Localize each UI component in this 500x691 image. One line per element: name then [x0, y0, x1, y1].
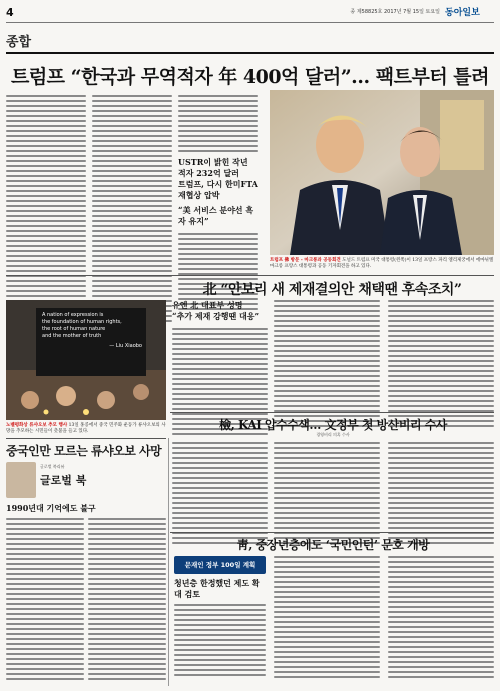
story2-subhead-1: 유엔 北 대표부 성명	[172, 300, 243, 310]
story2-photo-caption: 13일 홍콩에서 중국 민주화 운동가 류샤오보의 사망을 추모하는 시민들이 촛불을 들고 있다.	[6, 423, 166, 434]
lead-body-col-2	[92, 95, 172, 325]
section-label: 종합	[6, 35, 32, 50]
banner-line-4: and the mother of truth	[42, 333, 102, 339]
lead-headline: 트럼프 “한국과 무역적자 年 400억 달러”… 팩트부터 틀려	[10, 66, 490, 88]
story3-headline: 檢, KAI 압수수색… 文정부 첫 방산비리 수사	[219, 418, 447, 432]
story2-subhead-2: “추가 제재 강행땐 대응”	[172, 311, 260, 321]
story3-body-col-1	[172, 442, 268, 544]
paper-name: 동아일보	[445, 8, 480, 18]
story2-body-col-2	[274, 300, 380, 430]
story4-body-col-2	[274, 556, 380, 681]
story2-photo-caption-title: 노벨평화상 류샤오보 추모 행사	[6, 423, 68, 428]
lead-photo-caption-title: 트럼프 佛 방문 - 마크롱과 공동회견	[270, 258, 341, 263]
story2-headline: 北 “안보리 새 제재결의안 채택땐 후속조치”	[202, 282, 462, 298]
memorial-banner	[42, 312, 142, 350]
date-line: 종 제58825호 2017년 7월 15일 토요일	[350, 9, 440, 15]
banner-line-5: — Liu Xiaobo	[109, 343, 142, 349]
lead-photo-caption: 도널드 트럼프 미국 대통령(왼쪽)이 13일 프랑스 파리 엘리제궁에서 에마뉘엘 마크롱 프랑스 대통령과 공동 기자회견을 하고 있다.	[270, 258, 494, 269]
story4-body-col-3	[388, 556, 494, 681]
trump-macron-photo	[270, 90, 494, 255]
lead-body-col-3a	[178, 95, 258, 152]
lead-subhead-1: USTR이 밝힌 작년 적자 232억 달러	[178, 157, 248, 178]
column-body-col-1	[6, 518, 84, 683]
banner-line-3: the root of human nature	[42, 326, 106, 332]
page-number: 4	[6, 6, 14, 19]
lead-subhead-3: “美 서비스 분야선 흑자 유지”	[178, 205, 254, 226]
banner-line-1: A nation of expression is	[42, 312, 104, 318]
column-sub: 1990년대 기억에도 불구	[6, 503, 96, 513]
columnist-photo	[6, 462, 36, 498]
story4-subhead: 청년층 한정했던 제도 확대 검토	[174, 578, 260, 599]
story2-body-col-3	[388, 300, 494, 430]
story4-badge: 문재인 정부 100일 계획	[174, 556, 266, 574]
lead-subhead-2: 트럼프, 다시 한미FTA 재협상 압박	[178, 179, 258, 200]
story4-body-col-1	[174, 604, 266, 679]
column-label: 글로벌 북리뷰	[40, 464, 65, 469]
story4-headline: 靑, 중장년층에도 ‘국민인턴’ 문호 개방	[236, 538, 430, 552]
banner-line-2: the foundation of human rights,	[42, 319, 122, 325]
column-headline: 중국인만 모르는 류샤오보 사망	[6, 444, 162, 458]
column-body-col-2	[88, 518, 166, 683]
lead-body-col-1	[6, 95, 86, 325]
column-author: 글로벌 북	[40, 474, 87, 487]
story3-kicker: 경영비리 의혹 수사	[316, 432, 350, 437]
